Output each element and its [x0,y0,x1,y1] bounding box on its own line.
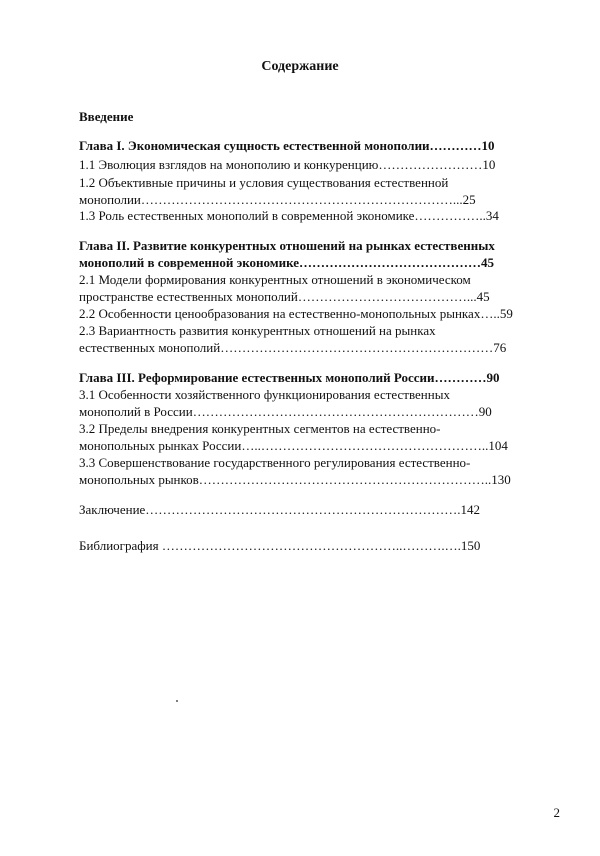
toc-item-2-3-cont: естественных монополий………………………………………………………76 [79,340,507,355]
toc-item-1-2: 1.2 Объективные причины и условия существования естественной [79,175,449,190]
toc-item-3-2: 3.2 Пределы внедрения конкурентных сегментов на естественно- [79,421,441,436]
page-title: Содержание [261,59,339,74]
toc-item-1-1: 1.1 Эволюция взглядов на монополию и конкуренцию……………………10 [79,157,496,172]
page-number: 2 [553,805,560,820]
chapter-2-heading: Глава II. Развитие конкурентных отношений на рынках естественных [79,238,495,253]
toc-item-2-1-cont: пространстве естественных монополий…………………………………...45 [79,289,490,304]
intro-heading: Введение [79,109,134,124]
toc-item-2-2: 2.2 Особенности ценообразования на естественно-монопольных рынках…..59 [79,306,513,321]
chapter-3-heading: Глава III. Реформирование естественных монополий России…………90 [79,370,500,385]
scan-speck [176,700,178,702]
toc-bibliography: Библиография ………………………………………………..……….….150 [79,538,481,553]
toc-item-3-1: 3.1 Особенности хозяйственного функционирования естественных [79,387,450,402]
toc-item-3-1-cont: монополий в России…………………………………………………………90 [79,404,492,419]
chapter-1-heading: Глава I. Экономическая сущность естественной монополии…………10 [79,138,495,153]
toc-item-2-1: 2.1 Модели формирования конкурентных отношений в экономическом [79,272,471,287]
toc-item-3-3: 3.3 Совершенствование государственного регулирования естественно- [79,455,471,470]
toc-item-3-3-cont: монопольных рынков…………………………………………………………..130 [79,472,511,487]
toc-item-1-3: 1.3 Роль естественных монополий в современной экономике……………..34 [79,208,499,223]
chapter-2-heading-cont: монополий в современной экономике……………………………………45 [79,255,495,270]
toc-item-3-2-cont: монопольных рынках России…..……………………………………………..104 [79,438,508,453]
toc-item-1-2-cont: монополии………………………………………………………………...25 [79,192,476,207]
toc-conclusion: Заключение……………………………………………………………….142 [79,502,481,517]
toc-item-2-3: 2.3 Вариантность развития конкурентных отношений на рынках [79,323,436,338]
